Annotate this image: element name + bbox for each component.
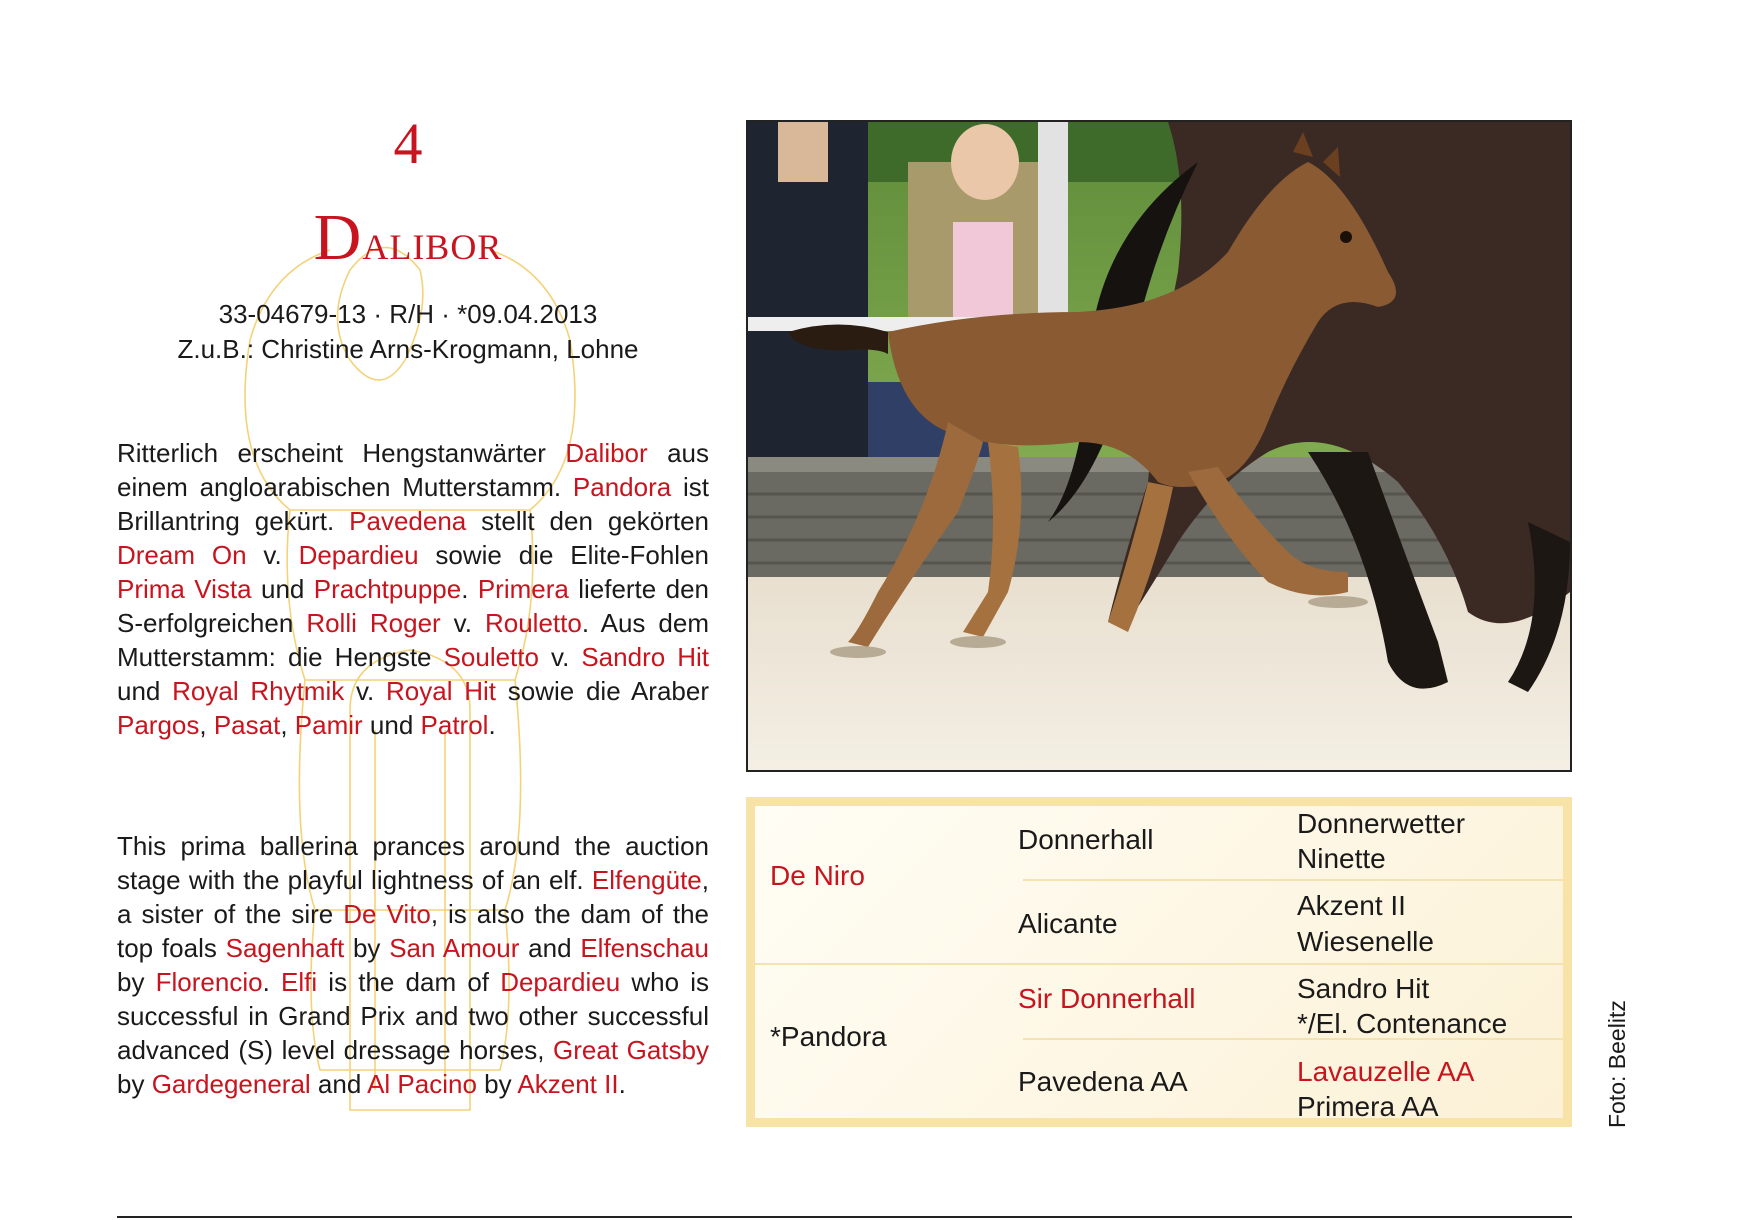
text-run: and <box>310 1069 368 1099</box>
horse-photo <box>746 120 1572 772</box>
text-run: und <box>117 676 173 706</box>
horse-name-link: Royal Hit <box>386 676 497 706</box>
horse-name-link: Pavedena <box>349 506 467 536</box>
pedigree-sire: De Niro <box>770 860 865 891</box>
pedigree-sire-sire: Donnerhall <box>1018 824 1154 855</box>
breeder-line: Z.u.B.: Christine Arns-Krogmann, Lohne <box>177 334 639 364</box>
horse-name-link: De Vito <box>343 899 431 929</box>
text-run: und <box>251 574 314 604</box>
horse-name-link: Prima Vista <box>117 574 252 604</box>
text-run: ist Brillantring gekürt. <box>117 472 709 536</box>
pedigree-dam-dam-sire: Lavauzelle AA <box>1297 1056 1475 1087</box>
description-german <box>117 436 709 742</box>
horse-name-link: Dream On <box>117 540 247 570</box>
horse-name-rest: alibor <box>362 214 503 271</box>
text-run: sowie die Elite-Fohlen <box>418 540 710 570</box>
text-run: and <box>519 933 581 963</box>
pedigree-dam-sire: Sir Donnerhall <box>1018 983 1196 1014</box>
horse-name-link: Depardieu <box>500 967 621 997</box>
horse-name-link: Elfenschau <box>580 933 709 963</box>
horse-name-link: Patrol <box>420 710 489 740</box>
horse-name-link: Florencio <box>155 967 263 997</box>
description-english <box>117 829 709 1101</box>
horse-name-link: Royal Rhytmik <box>172 676 345 706</box>
horse-name-link: Dalibor <box>565 438 648 468</box>
text-run: . Aus dem Mutterstamm: die Hengste <box>117 608 709 672</box>
horse-name-link: Pandora <box>572 472 672 502</box>
pedigree-dam-dam-dam: Primera AA <box>1297 1091 1439 1122</box>
text-run: v. <box>440 608 485 638</box>
text-run: by <box>117 967 156 997</box>
horse-name-link: Al Pacino <box>367 1069 477 1099</box>
text-run: . <box>262 967 281 997</box>
pedigree-sire-dam-dam: Wiesenelle <box>1297 926 1434 957</box>
pedigree-dam-dam: Pavedena AA <box>1018 1066 1188 1097</box>
photo-credit: Foto: Beelitz <box>1604 1000 1630 1128</box>
horse-name-link: Elfi <box>280 967 318 997</box>
horse-name-link: Rolli Roger <box>306 608 441 638</box>
horse-name <box>110 201 706 274</box>
bottom-rule <box>117 1216 1572 1218</box>
text-run: stellt den gekörten <box>466 506 709 536</box>
text-run: Ritterlich erscheint Hengstanwärter <box>117 438 566 468</box>
text-run: sowie die Araber <box>496 676 709 706</box>
text-run: , <box>199 710 214 740</box>
horse-name-link: Souletto <box>443 642 539 672</box>
horse-name-link: Sagenhaft <box>225 933 345 963</box>
pedigree-sire-dam-sire: Akzent II <box>1297 890 1406 921</box>
pedigree-sire-sire-sire: Donnerwetter <box>1297 808 1466 839</box>
text-run: , a sister of the sire <box>117 865 709 929</box>
pedigree-sire-sire-dam: Ninette <box>1297 843 1386 874</box>
text-run: . <box>461 574 478 604</box>
lot-number: 4 <box>393 111 423 176</box>
text-run: , <box>280 710 295 740</box>
horse-name-link: Pamir <box>294 710 363 740</box>
horse-name-link: San Amour <box>389 933 520 963</box>
text-run: by <box>344 933 390 963</box>
foal-photo-illustration <box>748 122 1570 770</box>
text-run: by <box>117 1069 152 1099</box>
horse-name-initial: D <box>313 201 363 274</box>
horse-name-link: Great Gatsby <box>553 1035 709 1065</box>
text-run: und <box>362 710 421 740</box>
registration-line: 33-04679-13 · R/H · *09.04.2013 <box>218 299 598 329</box>
pedigree-dam: *Pandora <box>770 1021 887 1052</box>
text-run: v. <box>538 642 582 672</box>
horse-name-link: Pargos <box>117 710 200 740</box>
horse-name-link: Sandro Hit <box>581 642 709 672</box>
text-run: v. <box>344 676 387 706</box>
text-run: by <box>476 1069 518 1099</box>
horse-name-link: Prachtpuppe <box>313 574 462 604</box>
text-run: v. <box>246 540 299 570</box>
text-run: lieferte den S-erfolgreichen <box>117 574 710 638</box>
pedigree-sire-dam: Alicante <box>1018 908 1118 939</box>
pedigree-dam-sire-sire: Sandro Hit <box>1297 973 1430 1004</box>
text-run: , is also the dam of the top foals <box>117 899 709 963</box>
horse-name-link: Depardieu <box>298 540 419 570</box>
horse-name-link: Gardegeneral <box>151 1069 311 1099</box>
pedigree-dam-sire-dam: */El. Contenance <box>1297 1008 1508 1039</box>
text-run: is the dam of <box>317 967 501 997</box>
pedigree-divider-main <box>755 963 1563 965</box>
text-run: This prima ballerina prances around the auction stage with the playful lightness of an elf. <box>117 831 709 895</box>
horse-name-link: Elfengüte <box>591 865 702 895</box>
horse-name-link: Rouletto <box>484 608 582 638</box>
horse-name-link: Primera <box>477 574 569 604</box>
pedigree-divider-upper <box>1023 879 1563 881</box>
horse-name-link: Akzent II <box>517 1069 619 1099</box>
text-run: who is successful in Grand Prix and two other successful advanced (S) level dressage horses, <box>117 967 709 1065</box>
text-run: . <box>488 710 496 740</box>
text-run: aus einem angloarabischen Mutterstamm. <box>117 438 709 502</box>
text-run: . <box>618 1069 626 1099</box>
horse-info <box>110 297 706 367</box>
pedigree-table <box>746 797 1572 1127</box>
horse-name-link: Pasat <box>213 710 281 740</box>
